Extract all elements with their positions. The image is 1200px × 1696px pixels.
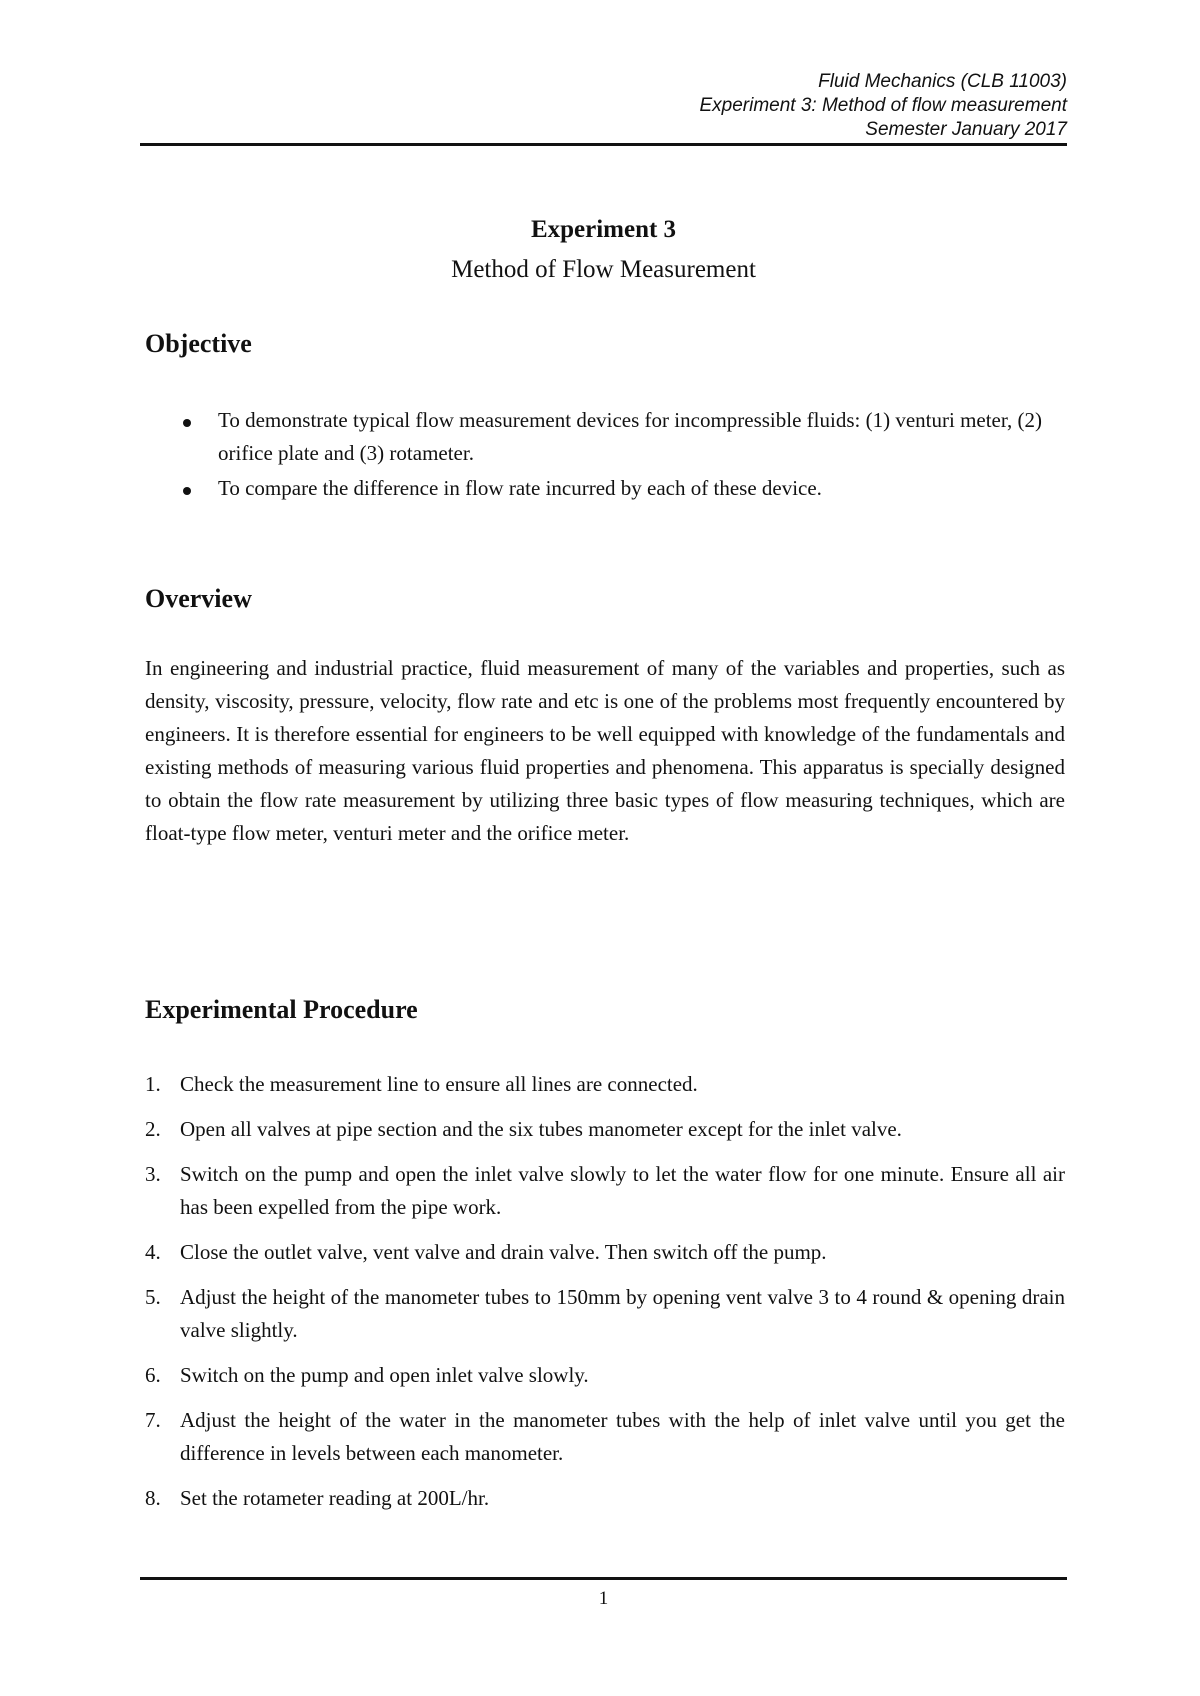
objective-text: To compare the difference in flow rate incurred by each of these device. (218, 476, 822, 500)
objective-list (145, 404, 1067, 507)
step-number: 1. (145, 1072, 161, 1096)
bullet-icon (183, 419, 191, 427)
page-number: 1 (598, 1588, 609, 1609)
header-experiment: Experiment 3: Method of flow measurement (699, 95, 1067, 116)
step-number: 4. (145, 1240, 161, 1264)
header-divider (140, 143, 1067, 146)
running-header (699, 70, 1067, 142)
step-text: Close the outlet valve, vent valve and drain valve. Then switch off the pump. (180, 1240, 827, 1264)
procedure-step (145, 1068, 1065, 1101)
title-block (140, 212, 1067, 288)
step-number: 8. (145, 1486, 161, 1510)
procedure-step (145, 1236, 1065, 1269)
step-text: Switch on the pump and open the inlet valve slowly to let the water flow for one minute. Ensure all air has been expelled from the pipe work. (180, 1162, 1065, 1219)
objective-text: To demonstrate typical flow measurement devices for incompressible fluids: (1) venturi meter, (2) orifice plate and (3) rotameter. (218, 408, 1043, 465)
step-text: Adjust the height of the water in the manometer tubes with the help of inlet valve until you get the difference in levels between each manometer. (180, 1408, 1065, 1465)
overview-paragraph: In engineering and industrial practice, fluid measurement of many of the variables and properties, such as density, viscosity, pressure, velocity, flow rate and etc is one of the problems most frequently encountered by engineers. It is therefore essential for engineers to be well equipped with knowledge of the fundamentals and existing methods of measuring various fluid properties and phenomena. This apparatus is specially designed to obtain the flow rate measurement by utilizing three basic types of flow measuring techniques, which are float-type flow meter, venturi meter and the orifice meter. (145, 656, 1065, 845)
procedure-list (145, 1068, 1065, 1527)
procedure-step (145, 1158, 1065, 1224)
bullet-icon (183, 487, 191, 495)
step-text: Open all valves at pipe section and the six tubes manometer except for the inlet valve. (180, 1117, 902, 1141)
step-number: 2. (145, 1117, 161, 1141)
step-number: 7. (145, 1408, 161, 1432)
document-subtitle: Method of Flow Measurement (451, 256, 756, 283)
step-number: 5. (145, 1285, 161, 1309)
step-text: Set the rotameter reading at 200L/hr. (180, 1486, 490, 1510)
procedure-step (145, 1482, 1065, 1515)
header-semester: Semester January 2017 (865, 119, 1067, 140)
objective-heading: Objective (145, 329, 252, 358)
step-text: Switch on the pump and open inlet valve slowly. (180, 1363, 589, 1387)
step-text: Check the measurement line to ensure all lines are connected. (180, 1072, 698, 1096)
procedure-step (145, 1359, 1065, 1392)
procedure-step (145, 1281, 1065, 1347)
overview-heading: Overview (145, 584, 252, 613)
procedure-step (145, 1113, 1065, 1146)
header-course: Fluid Mechanics (CLB 11003) (818, 71, 1067, 92)
footer-divider (140, 1577, 1067, 1580)
procedure-heading: Experimental Procedure (145, 995, 418, 1024)
objective-item (145, 404, 1067, 470)
step-number: 3. (145, 1162, 161, 1186)
step-text: Adjust the height of the manometer tubes to 150mm by opening vent valve 3 to 4 round & opening drain valve slightly. (180, 1285, 1065, 1342)
step-number: 6. (145, 1363, 161, 1387)
document-title: Experiment 3 (530, 216, 677, 243)
procedure-step (145, 1404, 1065, 1470)
objective-item (145, 472, 1067, 505)
